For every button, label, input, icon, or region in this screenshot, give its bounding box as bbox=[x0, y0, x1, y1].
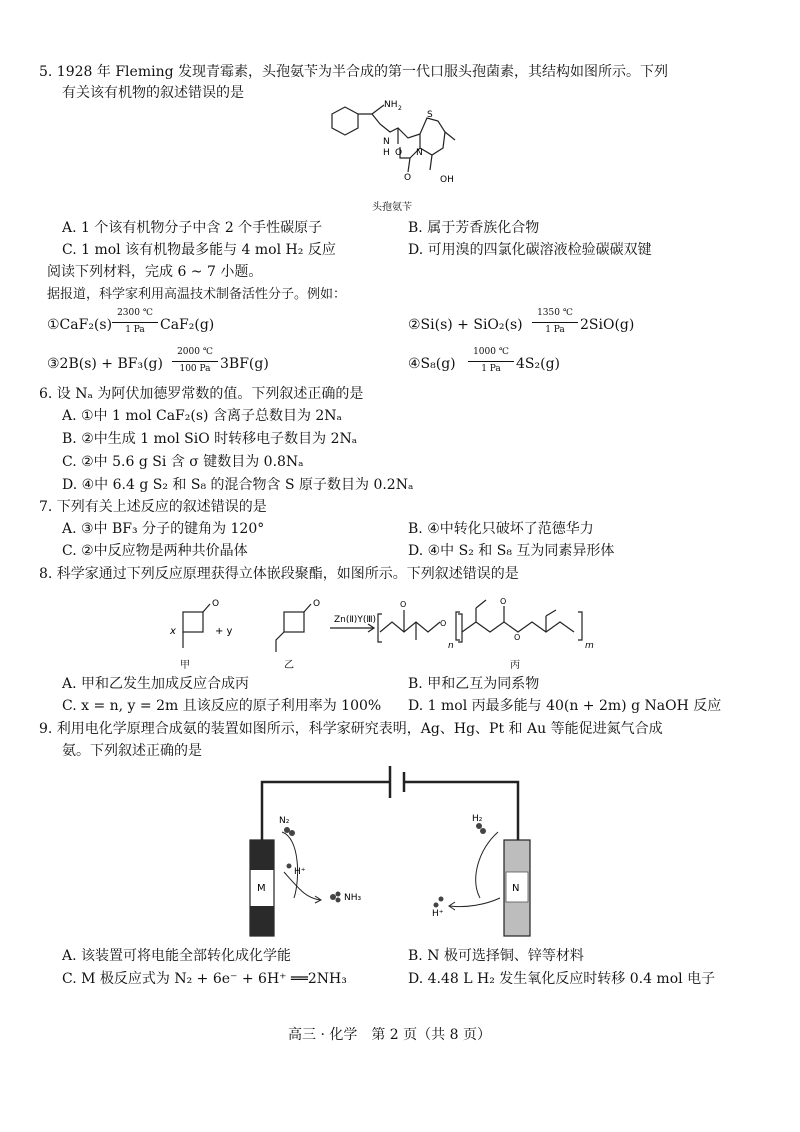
reaction-2-top: 1350 ℃ bbox=[537, 308, 573, 318]
q8-polymer-m: m bbox=[585, 641, 594, 651]
q5-option-a: A. 1 个该有机物分子中含 2 个手性碳原子 bbox=[62, 220, 323, 236]
q9-option-a: A. 该装置可将电能全部转化成化学能 bbox=[62, 948, 292, 964]
q9-label-h-plus-2: H⁺ bbox=[432, 909, 444, 919]
page-footer: 高三 · 化学 第 2 页（共 8 页） bbox=[288, 1027, 491, 1043]
reaction-4-right: 4S₂(g) bbox=[516, 356, 560, 372]
q7-option-b: B. ④中转化只破坏了范德华力 bbox=[408, 521, 594, 537]
q9-label-h-plus-1: H⁺ bbox=[294, 867, 306, 877]
q5-figure-caption: 头孢氨苄 bbox=[372, 202, 412, 213]
reaction-3-top: 2000 ℃ bbox=[177, 347, 213, 357]
atom-hydroxyl: OH bbox=[440, 175, 454, 185]
q8-polymer-o3: O bbox=[500, 597, 507, 606]
q9-label-n2: N₂ bbox=[279, 816, 290, 826]
q9-stem-line2: 氨。下列叙述正确的是 bbox=[62, 743, 202, 759]
q8-yi-o1: O bbox=[313, 599, 321, 609]
q9-label-n: N bbox=[512, 883, 520, 894]
reaction-3-bottom: 100 Pa bbox=[179, 364, 211, 374]
q6-stem: 6. 设 Nₐ 为阿伏加德罗常数的值。下列叙述正确的是 bbox=[39, 386, 364, 402]
q6-option-c: C. ②中 5.6 g Si 含 σ 键数目为 0.8Nₐ bbox=[62, 454, 304, 470]
q7-stem: 7. 下列有关上述反应的叙述错误的是 bbox=[39, 499, 267, 515]
q5-option-c: C. 1 mol 该有机物最多能与 4 mol H₂ 反应 bbox=[62, 242, 336, 258]
q9-stem-line1: 9. 利用电化学原理合成氨的装置如图所示，科学家研究表明，Ag、Hg、Pt 和 Au 等能促进氮气合成 bbox=[39, 721, 663, 737]
atom-sulfur: S bbox=[427, 110, 433, 120]
q8-label-bing: 丙 bbox=[510, 660, 520, 671]
q5-option-d: D. 可用溴的四氯化碳溶液检验碳碳双键 bbox=[408, 242, 652, 258]
reaction-3-left: ③2B(s) + BF₃(g) bbox=[47, 356, 163, 372]
q9-option-c: C. M 极反应式为 N₂ + 6e⁻ + 6H⁺ ══2NH₃ bbox=[62, 971, 347, 987]
q8-plus-y: + y bbox=[215, 626, 233, 637]
q5-stem-line1: 5. 1928 年 Fleming 发现青霉素，头孢氨苄为半合成的第一代口服头孢菌素，其结构如图所示。下列 bbox=[39, 64, 668, 80]
reaction-1-left: ①CaF₂(s) bbox=[47, 317, 113, 333]
q9-option-d: D. 4.48 L H₂ 发生氧化反应时转移 0.4 mol 电子 bbox=[408, 971, 716, 987]
reaction-4-bottom: 1 Pa bbox=[481, 364, 501, 374]
reaction-2-right: 2SiO(g) bbox=[580, 317, 635, 333]
atom-nh2-subscript: 2 bbox=[398, 105, 402, 112]
q6-option-a: A. ①中 1 mol CaF₂(s) 含离子总数目为 2Nₐ bbox=[62, 408, 342, 424]
q8-option-d: D. 1 mol 丙最多能与 40(n + 2m) g NaOH 反应 bbox=[408, 698, 722, 714]
reaction-1-bottom: 1 Pa bbox=[125, 325, 145, 335]
reaction-4-left: ④S₈(g) bbox=[408, 356, 456, 372]
reaction-2-bottom: 1 Pa bbox=[545, 325, 565, 335]
q8-option-b: B. 甲和乙互为同系物 bbox=[408, 676, 540, 692]
q8-label-jia: 甲 bbox=[180, 660, 190, 671]
reaction-1-top: 2300 ℃ bbox=[117, 308, 153, 318]
q5-stem-line2: 有关该有机物的叙述错误的是 bbox=[62, 85, 244, 101]
q9-label-h2: H₂ bbox=[472, 814, 483, 824]
q8-polymer-n: n bbox=[448, 641, 454, 651]
q8-polymer-o4: O bbox=[514, 633, 521, 642]
q8-coef-x: x bbox=[170, 626, 176, 637]
q7-option-c: C. ②中反应物是两种共价晶体 bbox=[62, 543, 248, 559]
q9-option-b: B. N 极可选择铜、锌等材料 bbox=[408, 948, 584, 964]
atom-amide-n: N bbox=[383, 137, 390, 147]
q8-polymer-o2: O bbox=[440, 619, 447, 628]
atom-lactam-o: O bbox=[404, 173, 412, 183]
q7-option-d: D. ④中 S₂ 和 S₈ 互为同素异形体 bbox=[408, 543, 615, 559]
q8-jia-o1: O bbox=[212, 599, 220, 609]
atom-ring-n: N bbox=[416, 148, 423, 158]
q7-option-a: A. ③中 BF₃ 分子的键角为 120° bbox=[62, 521, 265, 537]
q9-label-nh3: NH₃ bbox=[344, 893, 362, 903]
atom-amide-o: O bbox=[395, 148, 403, 158]
atom-amide-h: H bbox=[383, 148, 390, 158]
reaction-1-right: CaF₂(g) bbox=[160, 317, 215, 333]
q6-option-b: B. ②中生成 1 mol SiO 时转移电子数目为 2Nₐ bbox=[62, 431, 358, 447]
atom-nh2: NH bbox=[384, 100, 398, 110]
reaction-4-top: 1000 ℃ bbox=[473, 347, 509, 357]
q6-option-d: D. ④中 6.4 g S₂ 和 S₈ 的混合物含 S 原子数目为 0.2Nₐ bbox=[62, 477, 414, 493]
q8-catalyst: Zn(Ⅱ)Y(Ⅲ) bbox=[334, 615, 377, 625]
q5-option-b: B. 属于芳香族化合物 bbox=[408, 220, 540, 236]
q8-stem: 8. 科学家通过下列反应原理获得立体嵌段聚酯，如图所示。下列叙述错误的是 bbox=[39, 566, 519, 582]
q8-polymer-o1: O bbox=[400, 600, 407, 609]
reaction-2-left: ②Si(s) + SiO₂(s) bbox=[408, 317, 523, 333]
reaction-3-right: 3BF(g) bbox=[220, 356, 269, 372]
q8-option-c: C. x = n, y = 2m 且该反应的原子利用率为 100% bbox=[62, 698, 382, 714]
q8-label-yi: 乙 bbox=[284, 660, 294, 671]
q9-label-m: M bbox=[257, 883, 266, 894]
material-line: 据报道，科学家利用高温技术制备活性分子。例如： bbox=[47, 287, 347, 302]
material-intro: 阅读下列材料，完成 6 ~ 7 小题。 bbox=[47, 264, 263, 280]
q8-option-a: A. 甲和乙发生加成反应合成丙 bbox=[62, 676, 250, 692]
